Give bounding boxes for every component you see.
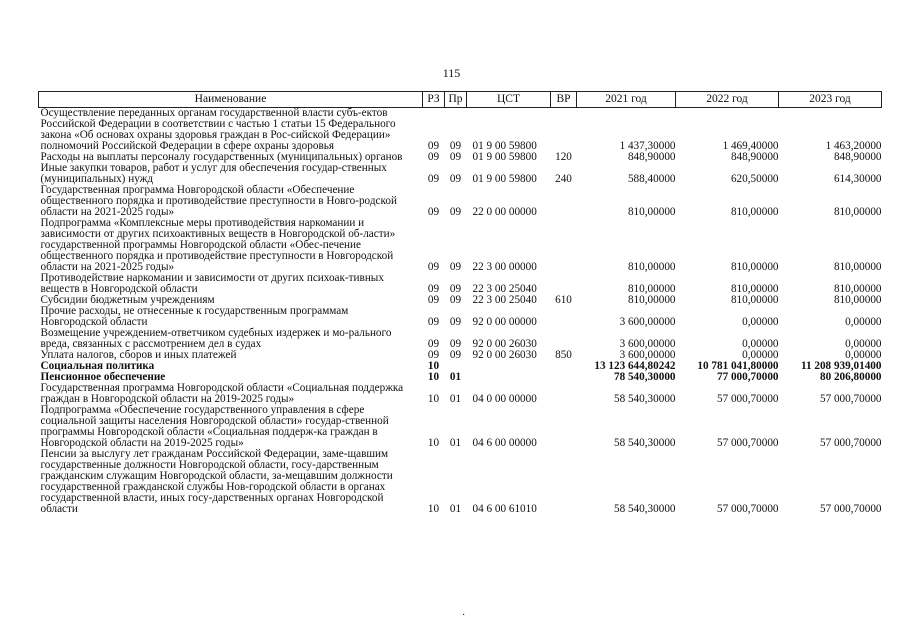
row-rz: 09: [427, 283, 440, 295]
row-rz: 10: [427, 437, 440, 449]
header-2023: 2023 год: [779, 92, 882, 108]
table-row: [39, 108, 882, 153]
row-2022: 848,90000: [730, 151, 779, 163]
row-2022: 0,00000: [742, 316, 779, 328]
row-vr: 120: [555, 151, 572, 163]
row-vr: 850: [555, 349, 572, 361]
row-vr: [551, 372, 577, 383]
row-cst: 01 9 00 59800: [472, 140, 537, 152]
header-cst: ЦСТ: [467, 92, 551, 108]
row-2023: 57 000,70000: [819, 393, 882, 405]
row-2021: 58 540,30000: [613, 437, 676, 449]
row-pr: 09: [449, 261, 462, 273]
row-pr: 09: [449, 140, 462, 152]
row-rz: 10: [427, 371, 440, 383]
row-2021: 848,90000: [627, 151, 676, 163]
row-2023: 848,90000: [833, 151, 882, 163]
row-rz: 09: [427, 206, 440, 218]
row-2022: 0,00000: [742, 338, 779, 350]
row-pr: 09: [449, 338, 462, 350]
row-2022: 810,00000: [730, 294, 779, 306]
row-vr: [551, 273, 577, 295]
row-2023: 57 000,70000: [819, 437, 882, 449]
row-cst: 01 9 00 59800: [472, 151, 537, 163]
row-2023: 11 208 939,01400: [801, 360, 882, 372]
row-vr: [551, 328, 577, 350]
row-rz: 09: [427, 151, 440, 163]
row-rz: 09: [427, 294, 440, 306]
row-2023: 1 463,20000: [825, 140, 882, 152]
row-name: Государственная программа Новгородской области «Обеспечение общественного порядка и противодействие преступности в Новго-родской области на 2021-2025 годы»: [40, 184, 397, 218]
row-pr: 01: [449, 393, 462, 405]
row-cst: 92 0 00 00000: [472, 316, 537, 328]
row-cst: 92 0 00 26030: [472, 349, 537, 361]
row-name: Пенсии за выслугу лет гражданам Российской Федерации, заме-щавшим государственные должности Новгородской области, госу-дарственным гражданским служащим Новгородской области, за-мещавшим должности государственной гражданской службы Нов-городской области в органах государственной власти, иных госу-дарственных органах Новгородской области: [40, 448, 393, 515]
row-rz: 10: [427, 393, 440, 405]
row-2023: 0,00000: [845, 338, 882, 350]
row-2021: 78 540,30000: [613, 371, 676, 383]
row-2023: 0,00000: [845, 349, 882, 361]
row-name: Подпрограмма «Обеспечение государственного управления в сфере социальной защиты населения Новгородской области» государ-ственной программы Новгородской области «Социальная поддерж-ка граждан в Новгородской области на 2019-2025 годы»: [40, 404, 389, 449]
row-rz: 09: [427, 349, 440, 361]
row-vr: [551, 383, 577, 405]
row-vr: [551, 361, 577, 372]
row-2022: 810,00000: [730, 206, 779, 218]
row-2022: 1 469,40000: [722, 140, 779, 152]
row-cst: 01 9 00 59800: [472, 173, 537, 185]
row-rz: 10: [427, 503, 440, 515]
row-rz: 09: [427, 140, 440, 152]
row-vr: [551, 185, 577, 218]
row-pr: 01: [449, 371, 462, 383]
row-cst: 22 3 00 00000: [472, 261, 537, 273]
row-2021: 1 437,30000: [619, 140, 676, 152]
header-pr: Пр: [445, 92, 467, 108]
row-vr: [551, 218, 577, 273]
row-2023: 0,00000: [845, 316, 882, 328]
row-2022: 57 000,70000: [716, 503, 779, 515]
table-row: [39, 185, 882, 218]
row-2022: 810,00000: [730, 261, 779, 273]
table-row: [39, 383, 882, 405]
row-cst: 22 0 00 00000: [472, 206, 537, 218]
header-name: Наименование: [39, 92, 423, 108]
row-2021: 58 540,30000: [613, 393, 676, 405]
row-2021: 810,00000: [627, 261, 676, 273]
row-2021: 3 600,00000: [619, 338, 676, 350]
row-2021: 588,40000: [627, 173, 676, 185]
row-2023: 810,00000: [833, 206, 882, 218]
row-2023: 57 000,70000: [819, 503, 882, 515]
row-cst: 04 6 00 61010: [472, 503, 537, 515]
table-header-row: [39, 92, 882, 108]
row-name: Расходы на выплаты персоналу государственных (муниципальных) органов: [40, 151, 403, 163]
row-rz: 09: [427, 338, 440, 350]
row-rz: 09: [427, 173, 440, 185]
row-vr: [551, 108, 577, 153]
row-cst: 04 0 00 00000: [472, 393, 537, 405]
row-2022: 10 781 041,80000: [697, 360, 779, 372]
table-row: [39, 405, 882, 449]
budget-table: [38, 91, 882, 515]
row-pr: 01: [449, 503, 462, 515]
row-2023: 80 206,80000: [819, 371, 882, 383]
row-name: Иные закупки товаров, работ и услуг для обеспечения государ-ственных (муниципальных) нужд: [40, 162, 387, 185]
table-row: [39, 273, 882, 295]
row-2022: 57 000,70000: [716, 437, 779, 449]
row-2023: 810,00000: [833, 283, 882, 295]
row-pr: 09: [449, 206, 462, 218]
row-vr: [551, 405, 577, 449]
row-2021: 810,00000: [627, 283, 676, 295]
row-name: Осуществление переданных органам государственной власти субъ-ектов Российской Федерации в соответствии с частью 1 статьи 15 Федерального закона «Об основах охраны здоровья граждан в Рос-сийской Федерации» полномочий Российской Федерации в сфере охраны здоровья: [40, 107, 396, 152]
row-name: Противодействие наркомании и зависимости от других психоак-тивных веществ в Новгородской области: [40, 272, 384, 295]
row-2022: 810,00000: [730, 283, 779, 295]
row-2021: 3 600,00000: [619, 349, 676, 361]
row-name: Субсидии бюджетным учреждениям: [40, 294, 215, 306]
row-2023: 810,00000: [833, 261, 882, 273]
row-2021: 3 600,00000: [619, 316, 676, 328]
row-pr: 01: [449, 437, 462, 449]
row-2022: 620,50000: [730, 173, 779, 185]
row-2023: 614,30000: [833, 173, 882, 185]
row-vr: 610: [555, 294, 572, 306]
row-cst: [467, 372, 551, 383]
row-2022: 57 000,70000: [716, 393, 779, 405]
row-pr: 09: [449, 151, 462, 163]
table-row: [39, 328, 882, 350]
row-cst: 22 3 00 25040: [472, 294, 537, 306]
table-row: [39, 163, 882, 185]
row-name: Прочие расходы, не отнесенные к государственным программам Новгородской области: [40, 305, 349, 328]
row-pr: 09: [449, 173, 462, 185]
row-pr: 09: [449, 294, 462, 306]
row-2022: 77 000,70000: [716, 371, 779, 383]
table-row: [39, 218, 882, 273]
row-pr: 09: [449, 283, 462, 295]
page-dot: ·: [462, 610, 466, 621]
row-2021: 13 123 644,80242: [594, 360, 676, 372]
row-2021: 58 540,30000: [613, 503, 676, 515]
row-name: Подпрограмма «Комплексные меры противодействия наркомании и зависимости от других психоактивных веществ в Новгородской об-ласти» государственной программы Новгородской области «Обес-печение общественного порядка и противодействие преступности в Новгородской области на 2021-2025 годы»: [40, 217, 396, 273]
row-cst: 04 6 00 00000: [472, 437, 537, 449]
row-pr: 09: [449, 316, 462, 328]
row-rz: 09: [427, 316, 440, 328]
row-cst: 22 3 00 25040: [472, 283, 537, 295]
row-2022: 0,00000: [742, 349, 779, 361]
header-rz: РЗ: [423, 92, 445, 108]
row-2021: 810,00000: [627, 206, 676, 218]
row-name: Пенсионное обеспечение: [40, 371, 166, 383]
row-vr: [551, 306, 577, 328]
row-name: Уплата налогов, сборов и иных платежей: [40, 349, 237, 361]
row-rz: 09: [427, 261, 440, 273]
table-row: [39, 306, 882, 328]
row-name: Возмещение учреждением-ответчиком судебных издержек и мо-рального вреда, связанных с рассмотрением дел в судах: [40, 327, 392, 350]
row-pr: 09: [449, 349, 462, 361]
header-2022: 2022 год: [676, 92, 779, 108]
header-vr: ВР: [551, 92, 577, 108]
row-2021: 810,00000: [627, 294, 676, 306]
row-name: Государственная программа Новгородской области «Социальная поддержка граждан в Новгородской области на 2019-2025 годы»: [40, 382, 404, 405]
row-cst: 92 0 00 26030: [472, 338, 537, 350]
row-cst: [467, 361, 551, 372]
page-number: 115: [442, 66, 461, 80]
row-vr: 240: [555, 173, 572, 185]
row-2023: 810,00000: [833, 294, 882, 306]
row-rz: 10: [427, 360, 440, 372]
row-vr: [551, 449, 577, 515]
table-row: [39, 449, 882, 515]
row-name: Социальная политика: [40, 360, 155, 372]
header-2021: 2021 год: [577, 92, 676, 108]
